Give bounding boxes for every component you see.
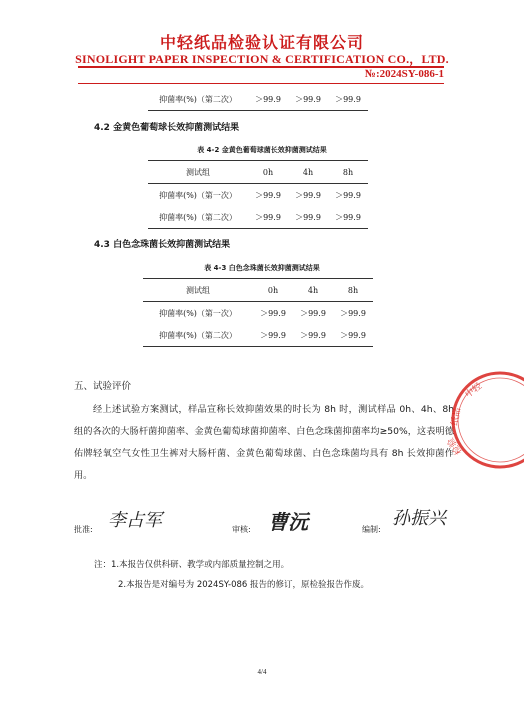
svg-text:检验: 检验 (445, 435, 465, 457)
section-heading-4-2: 4.2 金黄色葡萄球长效抑菌测试结果 (94, 123, 240, 133)
table-header-row: 测试组 0h 4h 8h (143, 279, 373, 302)
svg-text:纸品: 纸品 (450, 407, 464, 427)
review-label: 审核: (232, 525, 251, 534)
approve-signature: 李占军 (108, 510, 162, 531)
table-header-row: 测试组 0h 4h 8h (148, 161, 368, 184)
company-name-en: SINOLIGHT PAPER INSPECTION & CERTIFICATION CO.，LTD. (75, 52, 449, 66)
report-number: №:2024SY-086-1 (364, 68, 444, 80)
table-caption-4-2: 表 4-2 金黄色葡萄球菌长效抑菌测试结果 (197, 146, 327, 154)
page-number: 4/4 (257, 668, 267, 676)
table-row: 抑菌率(%)（第一次） ＞99.9 ＞99.9 ＞99.9 (148, 184, 368, 207)
table-4-2 (148, 160, 368, 229)
compile-label: 编制: (362, 525, 381, 534)
compile-signature: 孙振兴 (392, 508, 446, 529)
official-seal (445, 368, 524, 472)
table-row: 抑菌率(%)（第一次） ＞99.9 ＞99.9 ＞99.9 (143, 302, 373, 325)
review-signature: 曹沅 (268, 510, 308, 534)
table-caption-4-3: 表 4-3 白色念珠菌长效抑菌测试结果 (204, 264, 320, 272)
table-row: 抑菌率(%)（第二次） ＞99.9 ＞99.9 ＞99.9 (143, 324, 373, 347)
header-rule-thin (78, 83, 444, 84)
evaluation-heading: 五、试验评价 (74, 381, 132, 392)
table-4-1-tail (148, 88, 368, 111)
note-2: 2.本报告是对编号为 2024SY-086 报告的修订，原检验报告作废。 (118, 580, 370, 590)
section-heading-4-3: 4.3 白色念珠菌长效抑菌测试结果 (94, 240, 231, 250)
company-name-cn: 中轻纸品检验认证有限公司 (159, 33, 364, 52)
svg-text:中轻: 中轻 (463, 381, 485, 401)
note-1: 注：1.本报告仅供科研、教学或内部质量控制之用。 (94, 560, 290, 570)
approve-label: 批准: (74, 525, 93, 534)
table-row: 抑菌率(%)（第二次） ＞99.9 ＞99.9 ＞99.9 (148, 206, 368, 229)
table-row: 抑菌率(%)（第二次） ＞99.9 ＞99.9 ＞99.9 (148, 88, 368, 111)
table-4-3 (143, 278, 373, 347)
evaluation-paragraph: 经上述试验方案测试，样品宣称长效抑菌效果的时长为 8h 时，测试样品 0h、4h、8h 组的各次的大肠杆菌抑菌率、金黄色葡萄球菌抑菌率、白色念珠菌抑菌率均≥50%，这表明德佑牌轻氧空气女性卫生裤对大肠杆菌、金黄色葡萄球菌、白色念珠菌均具有 8h 长效抑菌作用。 (74, 404, 454, 481)
